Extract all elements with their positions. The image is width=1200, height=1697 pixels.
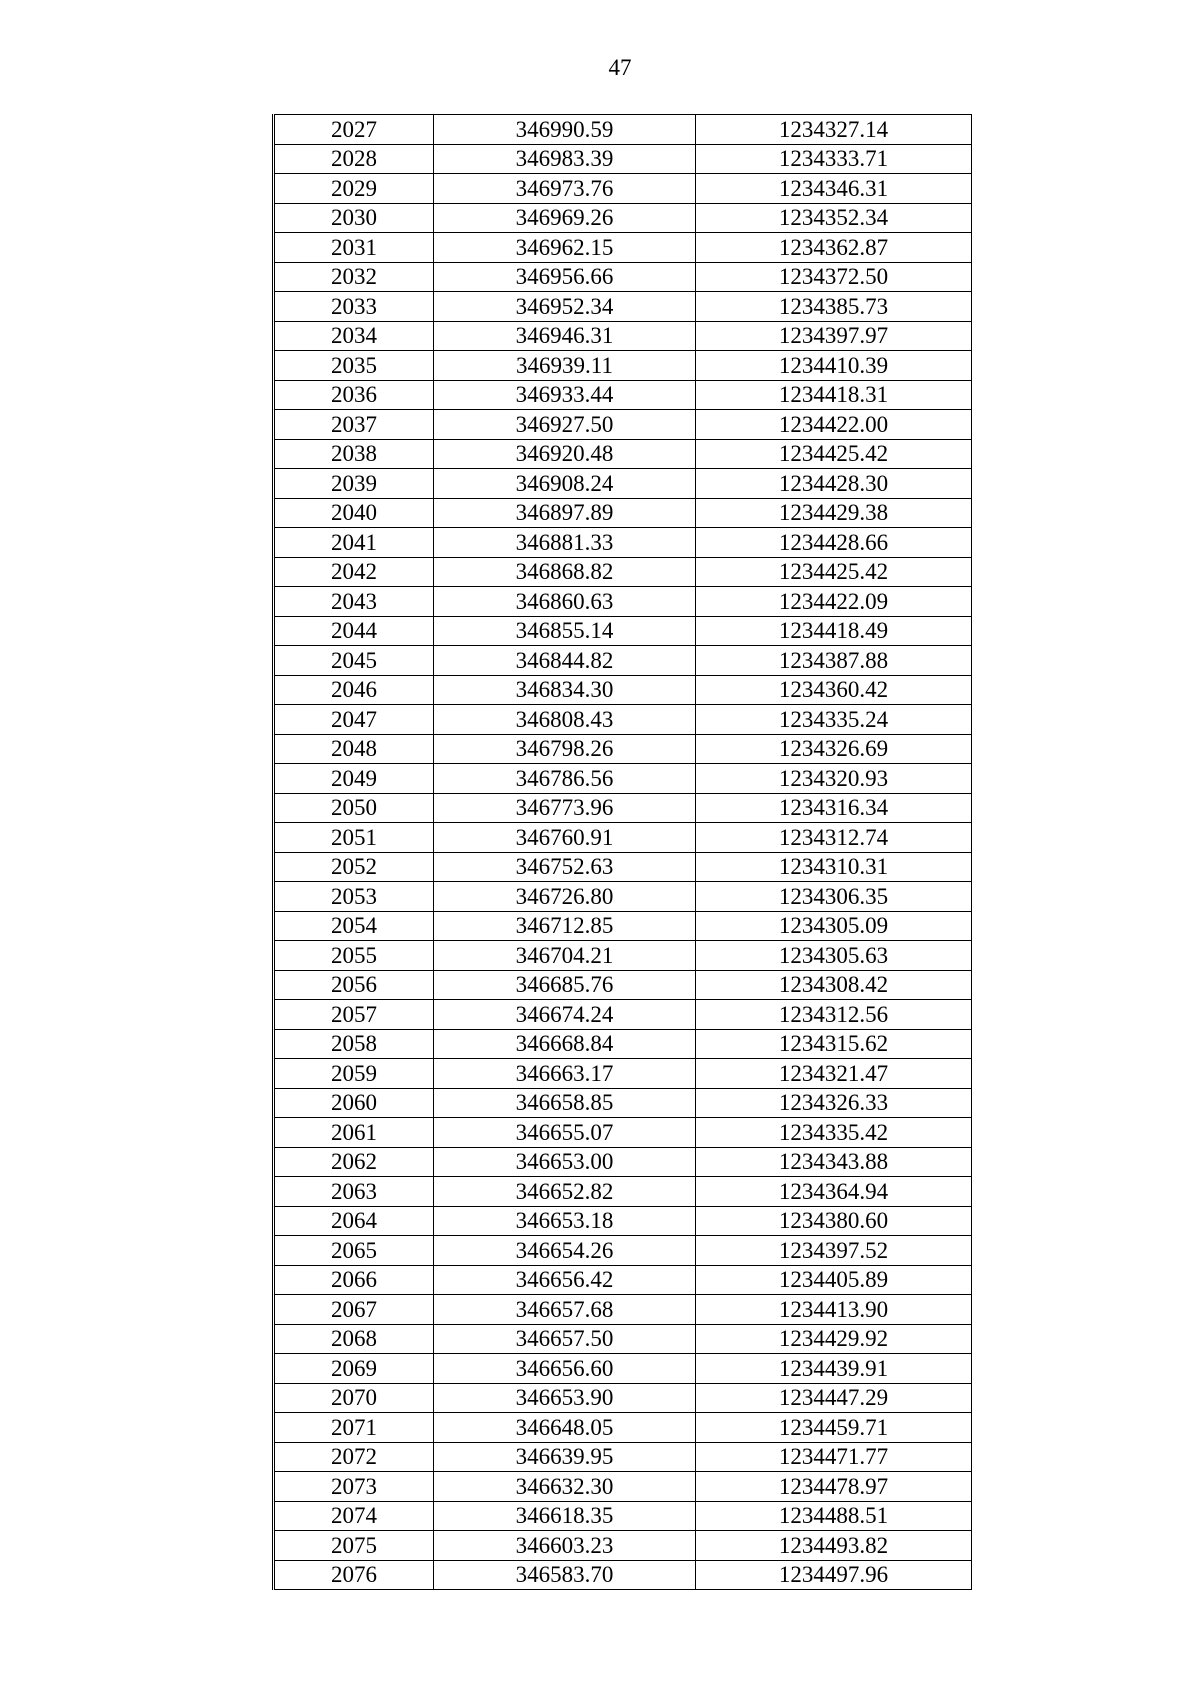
table-row — [274, 557, 972, 587]
y-coordinate-cell: 1234326.33 — [696, 1088, 972, 1118]
x-coordinate-cell: 346648.05 — [434, 1413, 696, 1443]
table-row — [274, 144, 972, 174]
y-coordinate-cell: 1234321.47 — [696, 1059, 972, 1089]
point-number-cell: 2074 — [274, 1501, 434, 1531]
x-coordinate-cell: 346712.85 — [434, 911, 696, 941]
x-coordinate-cell: 346786.56 — [434, 764, 696, 794]
x-coordinate-cell: 346946.31 — [434, 321, 696, 351]
table-row — [274, 1324, 972, 1354]
x-coordinate-cell: 346653.90 — [434, 1383, 696, 1413]
x-coordinate-cell: 346668.84 — [434, 1029, 696, 1059]
point-number-cell: 2027 — [274, 115, 434, 145]
table-row — [274, 1501, 972, 1531]
table-row — [274, 1295, 972, 1325]
x-coordinate-cell: 346973.76 — [434, 174, 696, 204]
point-number-cell: 2056 — [274, 970, 434, 1000]
y-coordinate-cell: 1234413.90 — [696, 1295, 972, 1325]
y-coordinate-cell: 1234410.39 — [696, 351, 972, 381]
table-row — [274, 1118, 972, 1148]
x-coordinate-cell: 346674.24 — [434, 1000, 696, 1030]
page-number: 47 — [608, 55, 632, 80]
y-coordinate-cell: 1234327.14 — [696, 115, 972, 145]
y-coordinate-cell: 1234308.42 — [696, 970, 972, 1000]
y-coordinate-cell: 1234352.34 — [696, 203, 972, 233]
table-row — [274, 823, 972, 853]
table-row — [274, 498, 972, 528]
y-coordinate-cell: 1234478.97 — [696, 1472, 972, 1502]
point-number-cell: 2042 — [274, 557, 434, 587]
point-number-cell: 2050 — [274, 793, 434, 823]
table-row — [274, 528, 972, 558]
table-row — [274, 616, 972, 646]
y-coordinate-cell: 1234346.31 — [696, 174, 972, 204]
x-coordinate-cell: 346834.30 — [434, 675, 696, 705]
y-coordinate-cell: 1234364.94 — [696, 1177, 972, 1207]
table-row — [274, 1383, 972, 1413]
point-number-cell: 2036 — [274, 380, 434, 410]
y-coordinate-cell: 1234422.00 — [696, 410, 972, 440]
table-row — [274, 1472, 972, 1502]
table-row — [274, 852, 972, 882]
table-row — [274, 233, 972, 263]
y-coordinate-cell: 1234312.56 — [696, 1000, 972, 1030]
x-coordinate-cell: 346773.96 — [434, 793, 696, 823]
point-number-cell: 2049 — [274, 764, 434, 794]
point-number-cell: 2037 — [274, 410, 434, 440]
x-coordinate-cell: 346583.70 — [434, 1560, 696, 1590]
x-coordinate-cell: 346939.11 — [434, 351, 696, 381]
y-coordinate-cell: 1234343.88 — [696, 1147, 972, 1177]
point-number-cell: 2055 — [274, 941, 434, 971]
point-number-cell: 2035 — [274, 351, 434, 381]
x-coordinate-cell: 346752.63 — [434, 852, 696, 882]
x-coordinate-cell: 346860.63 — [434, 587, 696, 617]
table-row — [274, 380, 972, 410]
y-coordinate-cell: 1234380.60 — [696, 1206, 972, 1236]
table-row — [274, 1413, 972, 1443]
point-number-cell: 2073 — [274, 1472, 434, 1502]
y-coordinate-cell: 1234387.88 — [696, 646, 972, 676]
y-coordinate-cell: 1234471.77 — [696, 1442, 972, 1472]
x-coordinate-cell: 346990.59 — [434, 115, 696, 145]
table-row — [274, 469, 972, 499]
point-number-cell: 2046 — [274, 675, 434, 705]
point-number-cell: 2061 — [274, 1118, 434, 1148]
y-coordinate-cell: 1234315.62 — [696, 1029, 972, 1059]
point-number-cell: 2057 — [274, 1000, 434, 1030]
y-coordinate-cell: 1234385.73 — [696, 292, 972, 322]
point-number-cell: 2058 — [274, 1029, 434, 1059]
point-number-cell: 2062 — [274, 1147, 434, 1177]
y-coordinate-cell: 1234310.31 — [696, 852, 972, 882]
table-row — [274, 1354, 972, 1384]
table-row — [274, 941, 972, 971]
x-coordinate-cell: 346920.48 — [434, 439, 696, 469]
x-coordinate-cell: 346704.21 — [434, 941, 696, 971]
x-coordinate-cell: 346956.66 — [434, 262, 696, 292]
x-coordinate-cell: 346969.26 — [434, 203, 696, 233]
y-coordinate-cell: 1234425.42 — [696, 557, 972, 587]
y-coordinate-cell: 1234397.52 — [696, 1236, 972, 1266]
table-row — [274, 1177, 972, 1207]
table-row — [274, 410, 972, 440]
table-row — [274, 705, 972, 735]
x-coordinate-cell: 346897.89 — [434, 498, 696, 528]
y-coordinate-cell: 1234439.91 — [696, 1354, 972, 1384]
x-coordinate-cell: 346798.26 — [434, 734, 696, 764]
y-coordinate-cell: 1234305.63 — [696, 941, 972, 971]
x-coordinate-cell: 346657.50 — [434, 1324, 696, 1354]
point-number-cell: 2029 — [274, 174, 434, 204]
point-number-cell: 2043 — [274, 587, 434, 617]
table-row — [274, 115, 972, 145]
point-number-cell: 2065 — [274, 1236, 434, 1266]
table-row — [274, 351, 972, 381]
point-number-cell: 2052 — [274, 852, 434, 882]
y-coordinate-cell: 1234459.71 — [696, 1413, 972, 1443]
point-number-cell: 2048 — [274, 734, 434, 764]
x-coordinate-cell: 346653.18 — [434, 1206, 696, 1236]
table-row — [274, 1029, 972, 1059]
table-row — [274, 587, 972, 617]
table-row — [274, 970, 972, 1000]
x-coordinate-cell: 346685.76 — [434, 970, 696, 1000]
point-number-cell: 2064 — [274, 1206, 434, 1236]
table-row — [274, 1088, 972, 1118]
y-coordinate-cell: 1234335.24 — [696, 705, 972, 735]
table-row — [274, 793, 972, 823]
table-row — [274, 321, 972, 351]
y-coordinate-cell: 1234405.89 — [696, 1265, 972, 1295]
x-coordinate-cell: 346933.44 — [434, 380, 696, 410]
x-coordinate-cell: 346908.24 — [434, 469, 696, 499]
x-coordinate-cell: 346656.60 — [434, 1354, 696, 1384]
point-number-cell: 2063 — [274, 1177, 434, 1207]
x-coordinate-cell: 346654.26 — [434, 1236, 696, 1266]
x-coordinate-cell: 346618.35 — [434, 1501, 696, 1531]
point-number-cell: 2075 — [274, 1531, 434, 1561]
y-coordinate-cell: 1234397.97 — [696, 321, 972, 351]
table-row — [274, 764, 972, 794]
x-coordinate-cell: 346658.85 — [434, 1088, 696, 1118]
x-coordinate-cell: 346844.82 — [434, 646, 696, 676]
x-coordinate-cell: 346868.82 — [434, 557, 696, 587]
table-row — [274, 1531, 972, 1561]
table-row — [274, 1560, 972, 1590]
y-coordinate-cell: 1234428.66 — [696, 528, 972, 558]
y-coordinate-cell: 1234372.50 — [696, 262, 972, 292]
table-row — [274, 911, 972, 941]
point-number-cell: 2039 — [274, 469, 434, 499]
table-body — [274, 115, 972, 1590]
y-coordinate-cell: 1234362.87 — [696, 233, 972, 263]
table-row — [274, 1206, 972, 1236]
y-coordinate-cell: 1234447.29 — [696, 1383, 972, 1413]
point-number-cell: 2072 — [274, 1442, 434, 1472]
x-coordinate-cell: 346653.00 — [434, 1147, 696, 1177]
point-number-cell: 2071 — [274, 1413, 434, 1443]
point-number-cell: 2069 — [274, 1354, 434, 1384]
x-coordinate-cell: 346639.95 — [434, 1442, 696, 1472]
table-row — [274, 675, 972, 705]
point-number-cell: 2028 — [274, 144, 434, 174]
y-coordinate-cell: 1234418.49 — [696, 616, 972, 646]
point-number-cell: 2066 — [274, 1265, 434, 1295]
x-coordinate-cell: 346983.39 — [434, 144, 696, 174]
point-number-cell: 2053 — [274, 882, 434, 912]
y-coordinate-cell: 1234488.51 — [696, 1501, 972, 1531]
point-number-cell: 2040 — [274, 498, 434, 528]
y-coordinate-cell: 1234429.38 — [696, 498, 972, 528]
table-row — [274, 734, 972, 764]
x-coordinate-cell: 346760.91 — [434, 823, 696, 853]
x-coordinate-cell: 346927.50 — [434, 410, 696, 440]
y-coordinate-cell: 1234326.69 — [696, 734, 972, 764]
x-coordinate-cell: 346962.15 — [434, 233, 696, 263]
x-coordinate-cell: 346655.07 — [434, 1118, 696, 1148]
table-row — [274, 1000, 972, 1030]
table-row — [274, 1147, 972, 1177]
point-number-cell: 2032 — [274, 262, 434, 292]
coordinates-table — [272, 114, 972, 1590]
point-number-cell: 2059 — [274, 1059, 434, 1089]
point-number-cell: 2033 — [274, 292, 434, 322]
y-coordinate-cell: 1234422.09 — [696, 587, 972, 617]
point-number-cell: 2030 — [274, 203, 434, 233]
point-number-cell: 2044 — [274, 616, 434, 646]
y-coordinate-cell: 1234418.31 — [696, 380, 972, 410]
y-coordinate-cell: 1234333.71 — [696, 144, 972, 174]
table-row — [274, 1442, 972, 1472]
y-coordinate-cell: 1234306.35 — [696, 882, 972, 912]
x-coordinate-cell: 346652.82 — [434, 1177, 696, 1207]
point-number-cell: 2034 — [274, 321, 434, 351]
table-row — [274, 292, 972, 322]
point-number-cell: 2047 — [274, 705, 434, 735]
x-coordinate-cell: 346952.34 — [434, 292, 696, 322]
point-number-cell: 2054 — [274, 911, 434, 941]
table-row — [274, 1265, 972, 1295]
table-row — [274, 203, 972, 233]
table-row — [274, 262, 972, 292]
y-coordinate-cell: 1234429.92 — [696, 1324, 972, 1354]
point-number-cell: 2041 — [274, 528, 434, 558]
x-coordinate-cell: 346881.33 — [434, 528, 696, 558]
point-number-cell: 2070 — [274, 1383, 434, 1413]
y-coordinate-cell: 1234360.42 — [696, 675, 972, 705]
table-row — [274, 882, 972, 912]
point-number-cell: 2067 — [274, 1295, 434, 1325]
y-coordinate-cell: 1234316.34 — [696, 793, 972, 823]
x-coordinate-cell: 346855.14 — [434, 616, 696, 646]
point-number-cell: 2068 — [274, 1324, 434, 1354]
x-coordinate-cell: 346632.30 — [434, 1472, 696, 1502]
y-coordinate-cell: 1234335.42 — [696, 1118, 972, 1148]
point-number-cell: 2038 — [274, 439, 434, 469]
y-coordinate-cell: 1234493.82 — [696, 1531, 972, 1561]
y-coordinate-cell: 1234320.93 — [696, 764, 972, 794]
point-number-cell: 2045 — [274, 646, 434, 676]
x-coordinate-cell: 346656.42 — [434, 1265, 696, 1295]
table-row — [274, 1059, 972, 1089]
point-number-cell: 2031 — [274, 233, 434, 263]
x-coordinate-cell: 346603.23 — [434, 1531, 696, 1561]
point-number-cell: 2060 — [274, 1088, 434, 1118]
point-number-cell: 2076 — [274, 1560, 434, 1590]
x-coordinate-cell: 346808.43 — [434, 705, 696, 735]
y-coordinate-cell: 1234312.74 — [696, 823, 972, 853]
table-row — [274, 439, 972, 469]
x-coordinate-cell: 346663.17 — [434, 1059, 696, 1089]
x-coordinate-cell: 346657.68 — [434, 1295, 696, 1325]
y-coordinate-cell: 1234428.30 — [696, 469, 972, 499]
point-number-cell: 2051 — [274, 823, 434, 853]
table-row — [274, 174, 972, 204]
x-coordinate-cell: 346726.80 — [434, 882, 696, 912]
table-row — [274, 1236, 972, 1266]
y-coordinate-cell: 1234425.42 — [696, 439, 972, 469]
table-row — [274, 646, 972, 676]
y-coordinate-cell: 1234497.96 — [696, 1560, 972, 1590]
y-coordinate-cell: 1234305.09 — [696, 911, 972, 941]
